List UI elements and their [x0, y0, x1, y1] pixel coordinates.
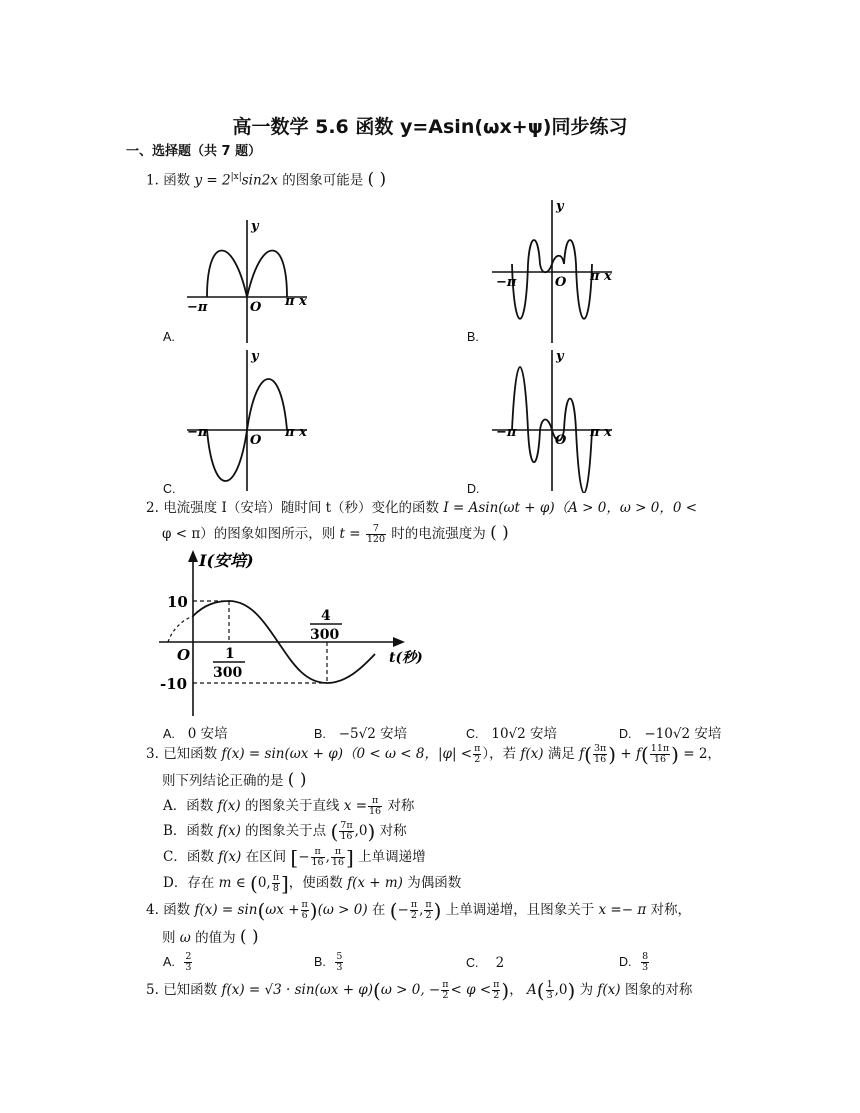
svg-text:300: 300: [213, 665, 243, 681]
svg-text:−π: −π: [496, 425, 517, 440]
svg-text:π x: π x: [285, 294, 307, 309]
svg-text:O: O: [177, 646, 191, 664]
question-3-line-2: 则下列结论正确的是 ( ): [162, 770, 307, 790]
q3-option-d: D．存在 m ∈ (0, $\frac{\pi}{8}$ ]，使函数 f(x + m) 为偶函数: [163, 871, 462, 896]
question-5-line-1: 5. 已知函数 f(x) = √3 · sin(ωx + φ)(ω > 0, − $\frac{\pi}{2}$ < φ < $\frac{\pi}{2}$ )， A( $\frac{1}{3}$ ,0) 为 f(x) 图象的对称: [146, 978, 693, 1003]
svg-text:t(秒): t(秒): [389, 650, 423, 666]
svg-text:y: y: [556, 199, 564, 214]
svg-text:y: y: [251, 349, 259, 364]
svg-text:10: 10: [167, 593, 188, 611]
svg-text:π x: π x: [285, 425, 307, 440]
question-3-line-1: 3. 已知函数 f(x) = sin(ωx + φ)（0 < ω < 8，|φ| < $\frac{\pi}{2}$ ），若 f(x) 满足 f( $\frac{3\pi}{16}$ ) + f( $\frac{11\pi}{16}$ ) = 2，: [146, 742, 721, 767]
svg-text:I(安培): I(安培): [199, 551, 254, 570]
question-1: 1. 函数 $y = 2^{|x|}\sin 2x$ 的图象可能是 ( ): [146, 169, 387, 190]
graph-option-d: [490, 348, 620, 493]
current-graph: [155, 548, 435, 718]
question-4-line-2: 则 ω 的值为 ( ): [162, 927, 259, 947]
svg-text:O: O: [555, 275, 567, 290]
page-title: 高一数学 5.6 函数 y=Asin(ωx+ψ)同步练习: [232, 116, 628, 138]
svg-text:O: O: [250, 300, 262, 315]
option-c-label: C.: [163, 482, 176, 496]
section-heading: 一、选择题（共 7 题）: [126, 144, 262, 159]
graph-option-b: [490, 195, 620, 345]
answer-bracket: ( ): [287, 770, 307, 790]
q4-option-b: B. $\frac{5}{3}$: [314, 951, 343, 973]
question-2-line-2: φ < π）的图象如图所示，则 t = $\frac{7}{120}$ 时的电流强度为 ( ): [162, 523, 509, 545]
q3-option-b: B．函数 f(x) 的图象关于点 ( $\frac{7\pi}{16}$ ,0) 对称: [163, 819, 407, 844]
question-2-line-1: 2. 电流强度 I（安培）随时间 t（秒）变化的函数 I = Asin(ωt + φ)（A > 0，ω > 0，0 <: [146, 500, 698, 516]
answer-bracket: ( ): [367, 169, 387, 190]
q4-option-c: C. 2: [466, 955, 505, 971]
option-b-label: B.: [467, 330, 479, 344]
option-a-label: A.: [163, 330, 175, 344]
q2-option-b: B. −5√2 安培: [314, 726, 408, 742]
q2-option-c: C. 10√2 安培: [466, 726, 558, 742]
q4-option-d: D. $\frac{8}{3}$: [619, 951, 649, 973]
q2-option-d: D. −10√2 安培: [619, 726, 722, 742]
q4-option-a: A. $\frac{2}{3}$: [163, 951, 192, 973]
question-number: 1.: [146, 172, 159, 189]
q3-option-c: C．函数 f(x) 在区间 [− $\frac{\pi}{16}$ , $\frac{\pi}{16}$ ] 上单调递增: [163, 845, 426, 870]
svg-text:300: 300: [310, 627, 340, 643]
svg-text:y: y: [251, 219, 259, 234]
svg-text:−π: −π: [187, 425, 208, 440]
svg-text:-10: -10: [160, 675, 188, 693]
svg-text:O: O: [555, 433, 567, 448]
answer-bracket: ( ): [239, 927, 259, 947]
svg-text:y: y: [556, 349, 564, 364]
answer-bracket: ( ): [490, 523, 509, 543]
svg-text:1: 1: [225, 646, 235, 662]
svg-text:4: 4: [321, 608, 331, 624]
graph-option-a: [185, 215, 315, 345]
graph-option-c: [185, 348, 315, 493]
option-d-label: D.: [467, 482, 480, 496]
svg-text:π x: π x: [590, 269, 612, 284]
q3-option-a: A．函数 f(x) 的图象关于直线 x = $\frac{\pi}{16}$ 对称: [163, 795, 415, 817]
svg-text:−π: −π: [187, 300, 208, 315]
svg-text:−π: −π: [496, 275, 517, 290]
svg-text:O: O: [250, 433, 262, 448]
question-4-line-1: 4. 函数 f(x) = sin(ωx + $\frac{\pi}{6}$ )(ω > 0) 在 (− $\frac{\pi}{2}$ , $\frac{\pi}{2}$ ) 上单调递增，且图象关于 x =− π 对称，: [146, 898, 692, 923]
svg-text:π x: π x: [590, 425, 612, 440]
q2-option-a: A. 0 安培: [163, 726, 228, 742]
